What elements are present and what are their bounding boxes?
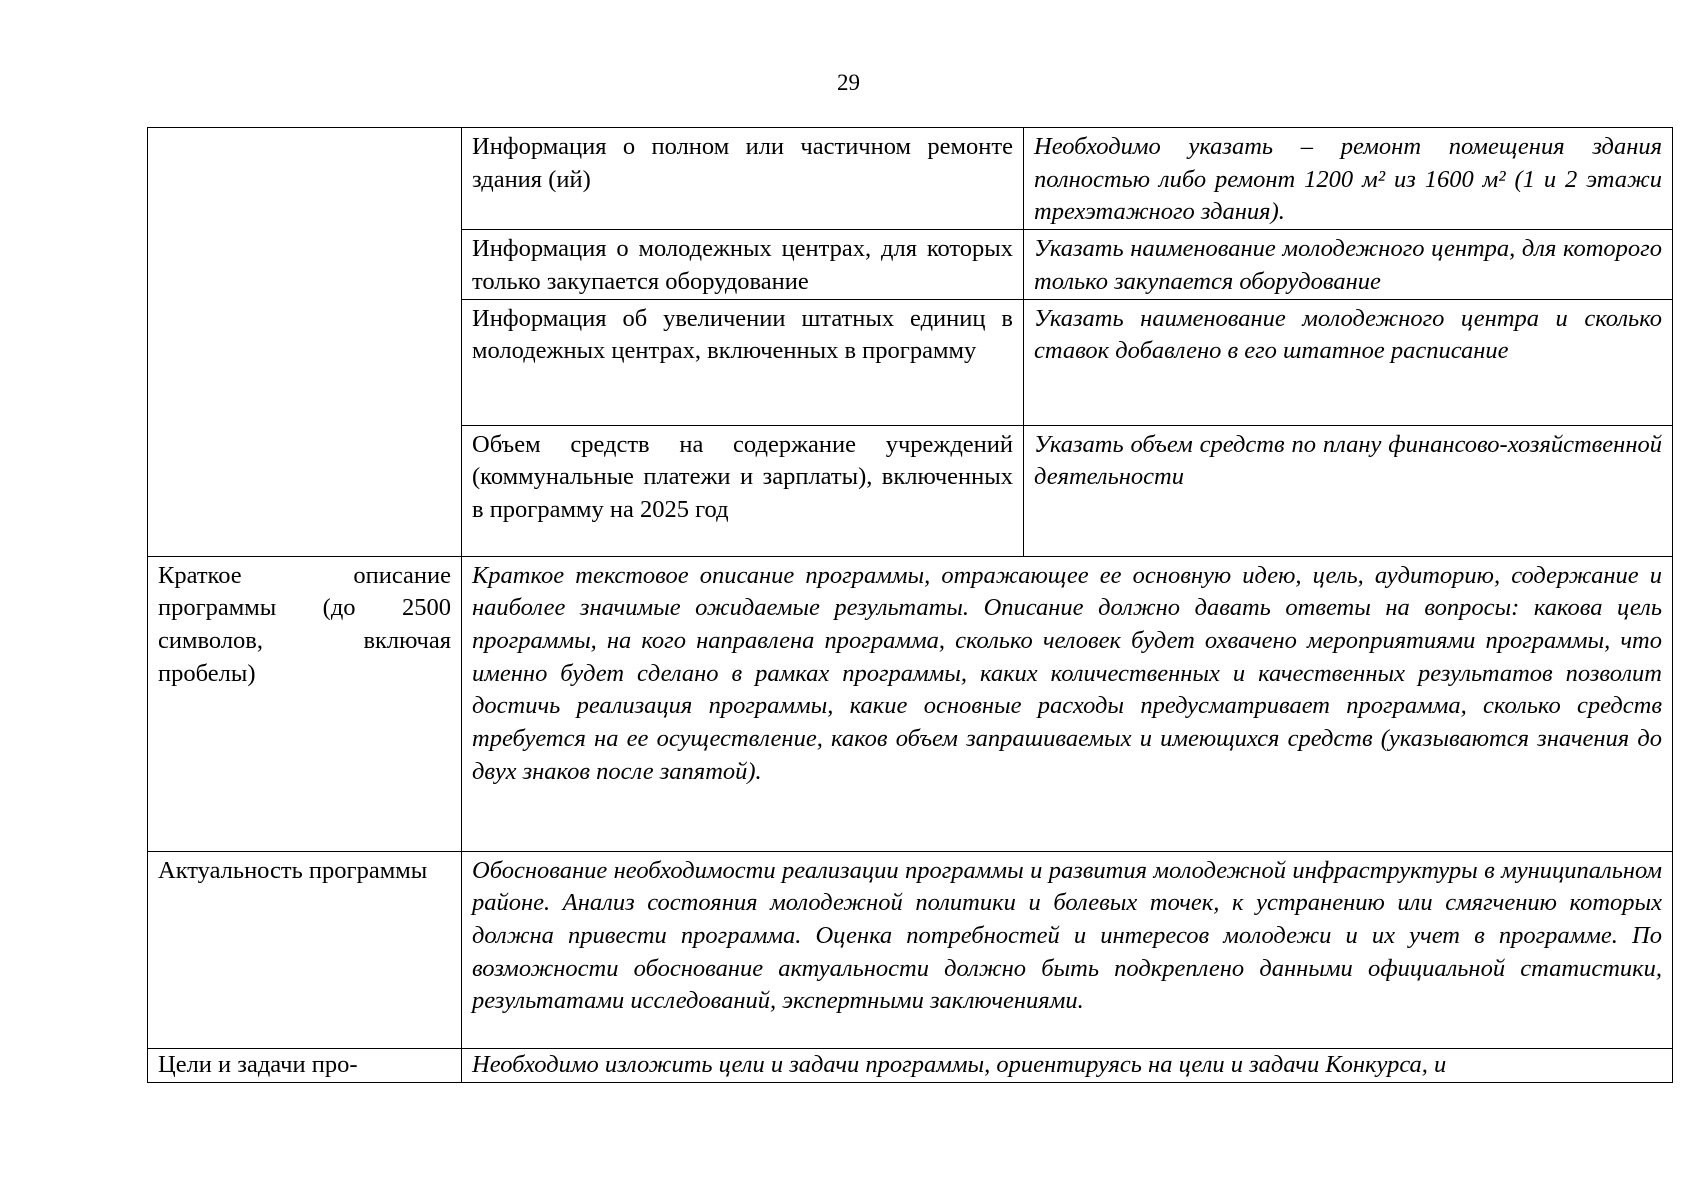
table-row	[148, 1048, 1673, 1082]
table-row	[148, 299, 1673, 425]
requirements-table	[147, 127, 1673, 1083]
table-row	[148, 851, 1673, 1048]
table-row	[148, 425, 1673, 556]
table-row	[148, 556, 1673, 851]
empty-label-cell	[148, 425, 462, 556]
row-hint: Необходимо изложить цели и задачи программы, ориентируясь на цели и задачи Конкурса, и	[462, 1048, 1673, 1082]
table-row	[148, 128, 1673, 230]
row-label: Актуальность программы	[148, 851, 462, 1048]
empty-label-cell	[148, 230, 462, 299]
row-hint: Указать наименование молодежного центра, для которого только закупается оборудование	[1024, 230, 1673, 299]
row-hint: Указать наименование молодежного центра и сколько ставок добавлено в его штатное расписание	[1024, 299, 1673, 425]
page-number: 29	[837, 70, 860, 95]
row-hint: Указать объем средств по плану финансово-хозяйственной деятельности	[1024, 425, 1673, 556]
row-hint: Обоснование необходимости реализации программы и развития молодежной инфраструктуры в муниципальном районе. Анализ состояния молодежной политики и болевых точек, к устранению или смягчению которых должна привести программа. Оценка потребностей и интересов молодежи и их учет в программе. По возможности обоснование актуальности должно быть подкреплено данными официальной статистики, результатами исследований, экспертными заключениями.	[462, 851, 1673, 1048]
row-label: Информация о молодежных центрах, для которых только закупается оборудование	[462, 230, 1024, 299]
row-label: Информация о полном или частичном ремонте здания (ий)	[462, 128, 1024, 230]
row-label: Объем средств на содержание учреждений (коммунальные платежи и зарплаты), включенных в программу на 2025 год	[462, 425, 1024, 556]
row-hint: Краткое текстовое описание программы, отражающее ее основную идею, цель, аудиторию, содержание и наиболее значимые ожидаемые результаты. Описание должно давать ответы на вопросы: какова цель программы, на кого направлена программа, сколько человек будет охвачено мероприятиями программы, что именно будет сделано в рамках программы, каких количественных и качественных результатов позволит достичь реализация программы, какие основные расходы предусматривает программа, сколько средств требуется на ее осуществление, каков объем запрашиваемых и имеющихся средств (указываются значения до двух знаков после запятой).	[462, 556, 1673, 851]
row-label: Цели и задачи про-	[148, 1048, 462, 1082]
row-hint: Необходимо указать – ремонт помещения здания полностью либо ремонт 1200 м² из 1600 м² (1 и 2 этажи трехэтажного здания).	[1024, 128, 1673, 230]
table-row	[148, 230, 1673, 299]
row-label: Краткое описание программы (до 2500 символов, включая пробелы)	[148, 556, 462, 851]
empty-label-cell	[148, 128, 462, 230]
empty-label-cell	[148, 299, 462, 425]
row-label: Информация об увеличении штатных единиц в молодежных центрах, включенных в программу	[462, 299, 1024, 425]
